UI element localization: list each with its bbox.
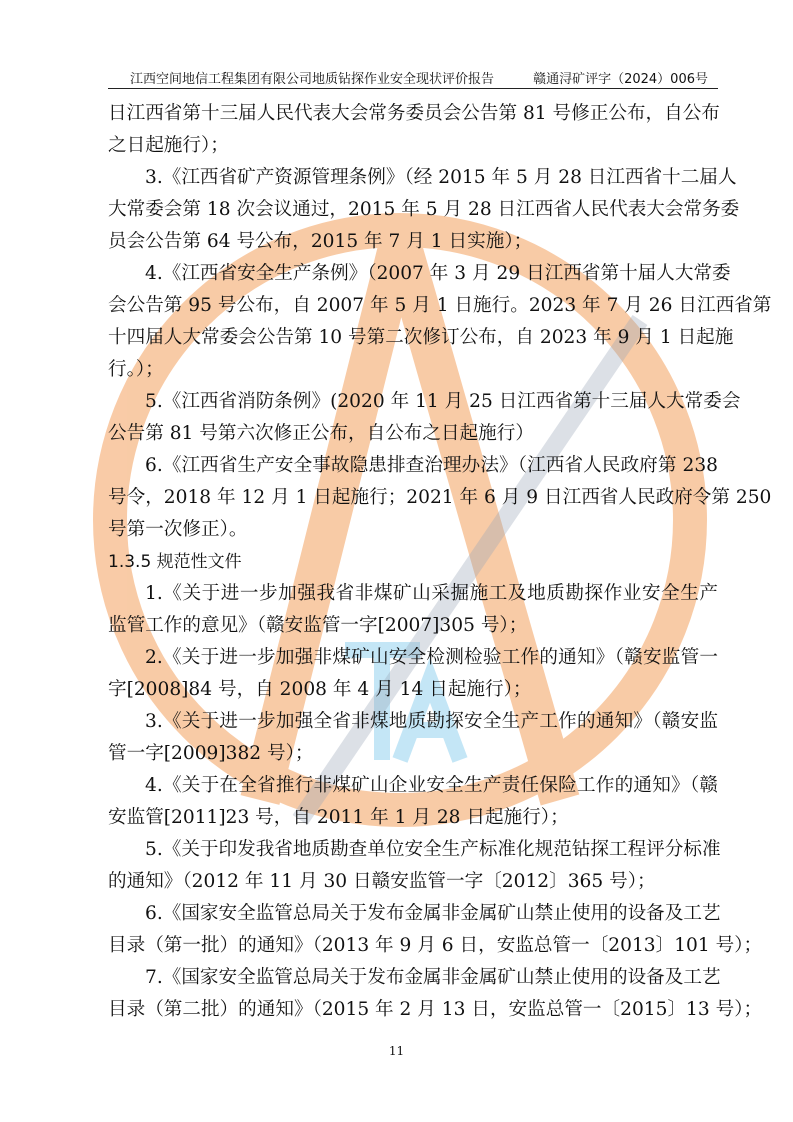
paragraph: [108, 706, 718, 770]
paragraph: [108, 770, 718, 834]
text-line: 行。）；: [108, 359, 164, 380]
text-line: 十四届人大常委会公告第 10 号第二次修订公布，自 2023 年 9 月 1 日起施: [108, 327, 734, 348]
paragraph: [108, 642, 718, 706]
text-line: 安监管[2011]23 号，自 2011 年 1 月 28 日起施行）；: [108, 807, 569, 828]
paragraph: [108, 450, 772, 546]
paragraph: [108, 962, 763, 1026]
text-line: 公告第 81 号第六次修正公布，自公布之日起施行）: [108, 423, 534, 444]
paragraph: [108, 258, 772, 386]
paragraph: [108, 834, 721, 898]
text-line: 号令，2018 年 12 月 1 日起施行；2021 年 6 月 9 日江西省人民政府令第 250: [108, 487, 772, 508]
text-line: 2.《关于进一步加强非煤矿山安全检测检验工作的通知》（赣安监管一: [145, 647, 718, 668]
text-line: 3.《关于进一步加强全省非煤地质勘探安全生产工作的通知》（赣安监: [145, 711, 718, 732]
document-body: [108, 98, 772, 1026]
text-line: 6.《国家安全监管总局关于发布金属非金属矿山禁止使用的设备及工艺: [145, 903, 721, 924]
text-line: 字[2008]84 号，自 2008 年 4 月 14 日起施行）；: [108, 679, 532, 700]
paragraph: [108, 578, 718, 642]
text-line: 1.《关于进一步加强我省非煤矿山采掘施工及地质勘探作业安全生产: [145, 583, 718, 604]
text-line: 之日起施行）；: [108, 135, 229, 156]
paragraph: [108, 98, 718, 162]
text-line: 会公告第 95 号公布，自 2007 年 5 月 1 日施行。2023 年 7 月 26 日江西省第: [108, 295, 772, 316]
text-line: 的通知》（2012 年 11 月 30 日赣安监管一字〔2012〕365 号）；: [108, 871, 656, 892]
text-line: 5.《江西省消防条例》(2020 年 11 月 25 日江西省第十三届人大常委会: [145, 391, 741, 412]
text-line: 4.《江西省安全生产条例》（2007 年 3 月 29 日江西省第十届人大常委: [145, 263, 731, 284]
paragraph: [108, 386, 741, 450]
header-title: 江西空间地信工程集团有限公司地质钻探作业安全现状评价报告: [130, 72, 495, 87]
paragraph: [108, 898, 763, 962]
text-line: 监管工作的意见》（赣安监管一字[2007]305 号）；: [108, 615, 528, 636]
section-heading: 1.3.5 规范性文件: [108, 552, 242, 572]
text-line: 日江西省第十三届人民代表大会常务委员会公告第 81 号修正公布，自公布: [108, 103, 720, 124]
text-line: 6.《江西省生产安全事故隐患排查治理办法》（江西省人民政府第 238: [145, 455, 718, 476]
text-line: 大常委会第 18 次会议通过，2015 年 5 月 28 日江西省人民代表大会常务委: [108, 199, 740, 220]
text-line: 管一字[2009]382 号）；: [108, 743, 314, 764]
page-number: 11: [388, 1044, 405, 1058]
text-line: 5.《关于印发我省地质勘查单位安全生产标准化规范钻探工程评分标准: [145, 839, 721, 860]
text-line: 4.《关于在全省推行非煤矿山企业安全生产责任保险工作的通知》（赣: [145, 775, 718, 796]
text-line: 7.《国家安全监管总局关于发布金属非金属矿山禁止使用的设备及工艺: [145, 967, 721, 988]
text-line: 目录（第二批）的通知》（2015 年 2 月 13 日，安监总管一〔2015〕13 号）；: [108, 999, 763, 1020]
text-line: 号第一次修正）。: [108, 519, 248, 540]
text-line: 员会公告第 64 号公布，2015 年 7 月 1 日实施）；: [108, 231, 533, 252]
header-doc-number: 赣通浔矿评字（2024）006号: [533, 72, 708, 87]
text-line: 3.《江西省矿产资源管理条例》（经 2015 年 5 月 28 日江西省十二届人: [145, 167, 737, 188]
paragraph: [108, 162, 740, 258]
text-line: 目录（第一批）的通知》（2013 年 9 月 6 日，安监总管一〔2013〕101 号）；: [108, 935, 763, 956]
